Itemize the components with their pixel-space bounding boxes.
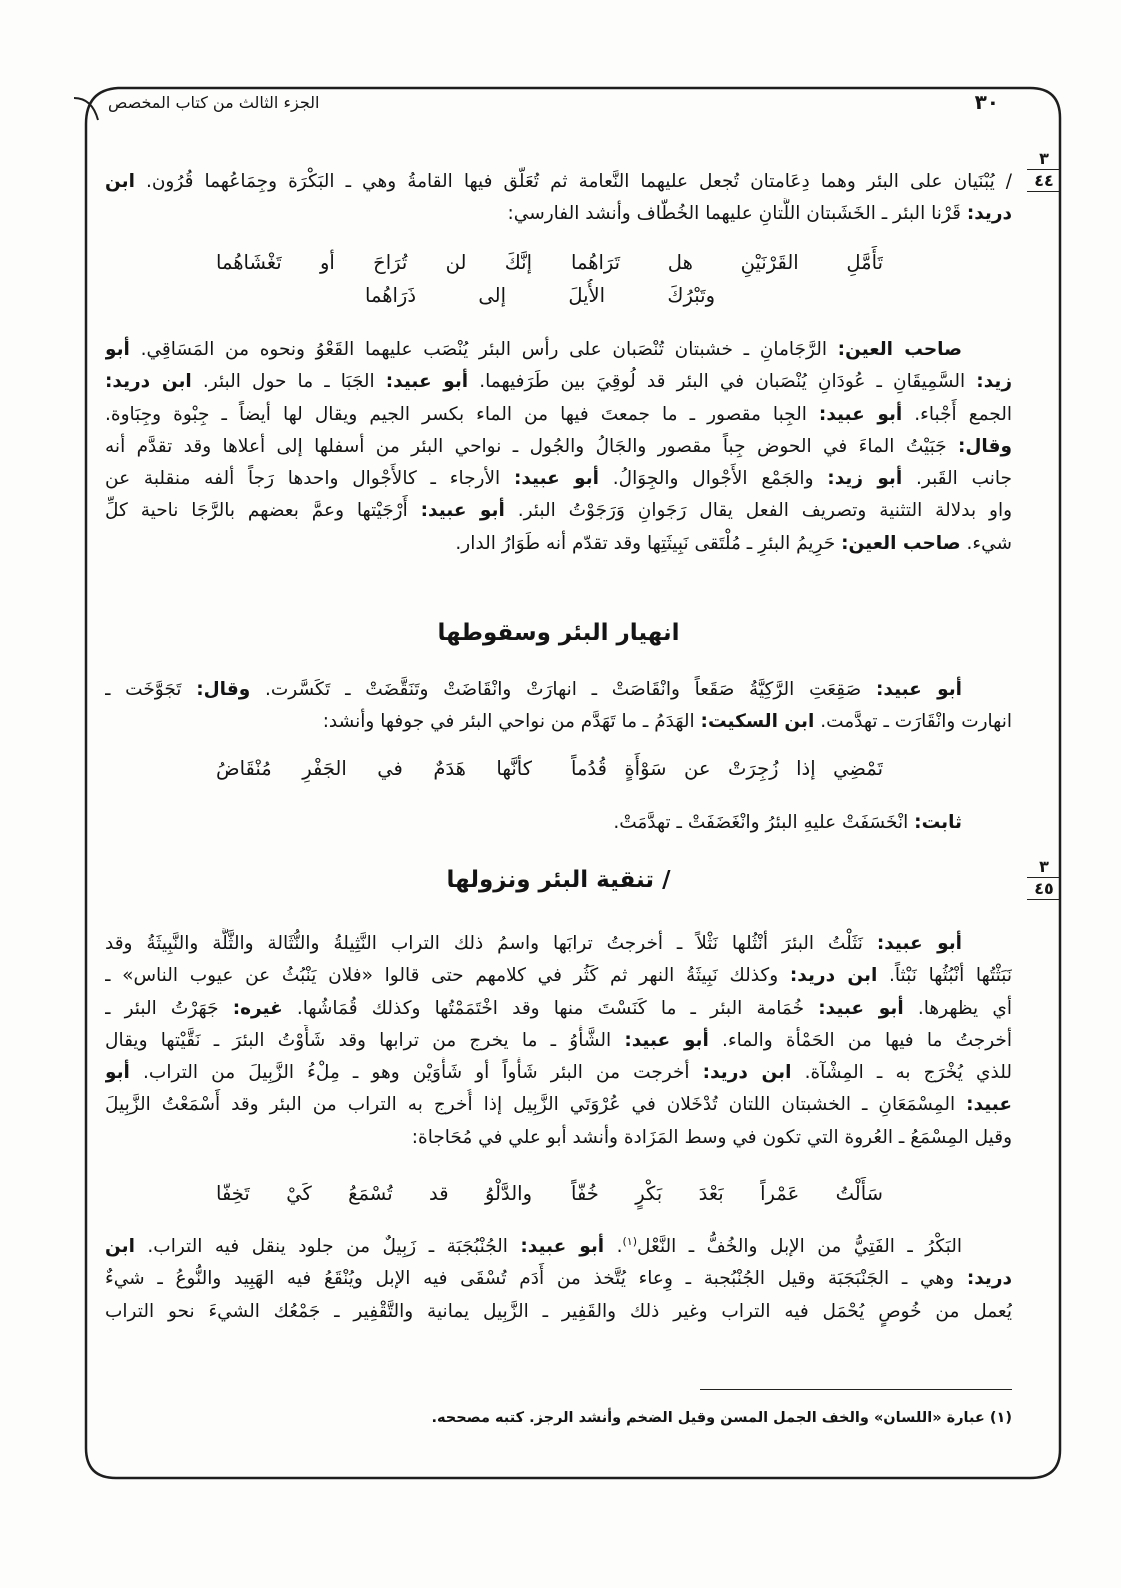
verse-second-hemistich: كأنَّها هَدَمٌ في الجَفْرِ مُنْقَاضُ: [216, 757, 532, 780]
text-run: أخرجتُ ما فيها من الحَمْأة والماء.: [708, 1029, 1012, 1051]
text-line: [105, 674, 1012, 706]
bold-run: أبو عبيد:: [818, 997, 904, 1019]
text-run: والخف الجمل المسن وقيل الضخم وأنشد الرجز. كتبه مصححه.: [431, 1410, 874, 1426]
text-line: [105, 399, 1012, 431]
bold-run: أبو عبيد:: [876, 933, 962, 954]
text-line: [105, 1057, 1012, 1089]
text-run: السَّمِيقَانِ ـ عُودَانِ يُنْصَبان في البئر قد لُوقِيَ بين طَرَفيهما.: [468, 371, 977, 393]
text-run: تَجَوَّخَت ـ: [105, 679, 197, 700]
text-line: [105, 960, 1012, 992]
text-run: انهارت وانْقَارَت ـ تهدَّمت.: [814, 711, 1012, 733]
text-run: الجُنْبُجَبَة ـ زَبِيلٌ من جلود ينقل فيه التراب.: [134, 1236, 521, 1257]
text-run: / يُبْنَيان على البئر وهما دِعَامتان تُجعل عليهما النَّعامة ثم تُعَلّق فيها القامةُ وهي ـ البَكْرَة وجِمَاعُهما قُرُون.: [134, 171, 1012, 192]
bold-run: أبو عبيد:: [513, 468, 600, 490]
bold-run: «اللسان»: [873, 1410, 942, 1426]
text-run: .: [604, 1236, 623, 1257]
text-line: [105, 1122, 1012, 1154]
text-run: نَبَثْتُها أنْبُثُها نَبْثاً.: [877, 965, 1012, 987]
text-line: [105, 1025, 1012, 1057]
text-run: وكذلك نَبِيثَةُ النهر ثم كَثُر في كلامهم حتى قالوا «فلان يَنْبُثُ عن عيوب الناس» ـ: [105, 965, 790, 987]
bold-run: أبو زيد:: [827, 468, 903, 490]
text-run: الجِبا مقصور ـ ما جمعتَ فيها من الماء بكسر الجيم ويقال لها أيضاً ـ جِبْوة وجِبَاوة.: [105, 403, 819, 425]
text-run: خُمَامة البئر ـ ما كَنَسْتَ منها وقد اخْتَمَمْتُها وكذلك قُمَاشُها.: [282, 997, 819, 1019]
text-line: [105, 166, 1012, 198]
bold-run: ابن دريد:: [789, 965, 878, 987]
verse-first-hemistich: سَأَلْتُ عَمْراً بَعْدَ بَكْرٍ خُفّاً: [571, 1182, 883, 1205]
verse-single-line: وتَبْرُكَ الأُيلَ إلى ذَرَاهُما: [365, 284, 715, 307]
text-run: الجمع أَجْباء.: [902, 403, 1012, 425]
margin-volume-number: ٣: [1039, 149, 1049, 168]
bold-run: أبو عبيد:: [875, 679, 963, 700]
text-line: [105, 198, 1012, 230]
footnote: [105, 1405, 1012, 1431]
text-line: [105, 1231, 1012, 1263]
verse-second-hemistich: والدَّلْوُ قد تُسْمَعُ كَيْ تَخِفّا: [216, 1182, 532, 1205]
bold-run: أبو عبيد:: [420, 500, 505, 522]
bold-run: ثابت:: [914, 812, 962, 833]
text-run: الهَدَمُ ـ ما تَهَدَّم من نواحي البئر في جوفها وأنشد:: [322, 711, 701, 733]
footnote-marker: (١): [622, 1234, 638, 1248]
text-run: المِسْمَعَانِ ـ الخشبتان اللتان تُدْخَلان في عُرْوَتَي الزَّبِيل إذا أُخرج به التراب من البئر وقد أَسْمَعْتُ الزَّبِيلَ: [105, 1094, 967, 1116]
text-line: [105, 1296, 1012, 1328]
margin-page-marker: [1027, 148, 1061, 192]
text-line: [105, 928, 1012, 960]
text-line: [105, 495, 1012, 527]
paragraph: [105, 807, 1012, 839]
text-run: يُعمل من خُوصٍ يُحْمَل فيه التراب وغير ذلك والقَفِير ـ الزَّبِيل يمانية والتَّقْفِير ـ جَمْعُك الشيءَ نحو التراب: [105, 1300, 1012, 1322]
bold-run: دريد:: [966, 203, 1012, 225]
paragraph: [105, 166, 1012, 231]
text-run: الشَّأْوُ ـ ما يخرج من ترابها وقد شَأَوْتُ البئرَ ـ نَقَّيْتها ويقال: [105, 1029, 625, 1051]
text-line: [105, 431, 1012, 463]
text-run: الأرجاء ـ كالأَجْوال واحدها رَجاً ألفه منقلبة عن: [105, 468, 514, 490]
text-run: واو بدلالة التثنية وتصريف الفعل يقال رَجَوانِ وَرَجَوْتُ البئر.: [504, 500, 1012, 522]
verse-line: [0, 279, 1121, 312]
text-run: أَرْجَيْتها وعمَّ بعضهم بالرَّجَا ناحية كلِّ: [105, 500, 421, 522]
verse-line: [0, 752, 1121, 785]
bold-run: دريد:: [966, 1268, 1012, 1290]
verse-line: [0, 246, 1121, 279]
bold-run: وقال:: [196, 679, 251, 700]
bold-run: ابن: [105, 171, 135, 192]
section-heading: انهيار البئر وسقوطها: [437, 620, 680, 646]
text-line: [105, 993, 1012, 1025]
bold-run: أبو: [105, 339, 130, 360]
paragraph: [105, 1231, 1012, 1328]
margin-volume-number: ٣: [1039, 857, 1049, 876]
text-run: جَهَرْتُ البئر ـ: [105, 997, 233, 1019]
paragraph: [105, 674, 1012, 739]
verse-line: [0, 1177, 1121, 1210]
margin-page-number: ٤٤: [1027, 169, 1061, 192]
text-line: [105, 1263, 1012, 1295]
text-run: انْخَسَفَتْ عليهِ البئرُ وانْغَضَفَتْ ـ تهدَّمَتْ.: [613, 812, 915, 833]
text-run: حَرِيمُ البئرِ ـ مُلْتَقى نَبِيثَتِها وقد تقدّم أنه طَوَارُ الدار.: [455, 532, 842, 554]
margin-page-marker: [1027, 856, 1061, 900]
bold-run: صاحب العين:: [841, 532, 961, 554]
text-line: [105, 463, 1012, 495]
bold-run: صاحب العين:: [837, 339, 962, 360]
bold-run: عبيد:: [966, 1094, 1012, 1116]
verse-first-hemistich: تَمْضِي إذا زُجِرَتْ عن سَوْأَةٍ قُدُماً: [571, 757, 883, 780]
verse-second-hemistich: إنَّكَ لن تُرَاحَ أو تَغْشَاهُما: [216, 251, 532, 274]
text-line: [105, 334, 1012, 366]
paragraph: [105, 928, 1012, 1154]
text-run: جَبَيْتُ الماءَ في الحوض جِباً مقصور والجَالُ والجُول ـ نواحي البئر من أسفلها إلى أعلاها وقد تقدَّم أنه: [105, 435, 958, 457]
bold-run: زيد:: [976, 371, 1012, 393]
section-heading: / تنقية البئر ونزولها: [446, 867, 671, 893]
text-run: جانب القَبر.: [902, 468, 1012, 490]
bold-run: ابن دريد:: [702, 1062, 792, 1084]
text-run: (١) عبارة: [941, 1410, 1012, 1426]
text-run: وهي ـ الجَنْبَجَبَة وقيل الجُنْبُجبة ـ وِعاء يُتَّخذ من أَدَم تُسْقَى فيه الإبل ويُنْقَعُ فيه الهَبِيد والنُّوعُ ـ شيءٌ: [105, 1268, 967, 1290]
text-line: [105, 528, 1012, 560]
text-run: نَثَلْتُ البئرَ أنْثُلها نَثْلاً ـ أخرجتُ ترابَها واسمُ ذلك التراب النَّثِيلةُ والنُّثَالة والثَّلَّة والنَّبِيثَةُ وقد: [105, 933, 877, 954]
running-head-title: الجزء الثالث من كتاب المخصص: [108, 93, 320, 112]
bold-run: أبو: [105, 1062, 130, 1084]
text-run: أي يظهرها.: [903, 997, 1012, 1019]
text-run: للذي يُخْرَج به ـ المِشْآة.: [791, 1062, 1012, 1084]
text-run: والجَمْع الأَجْوال والجِوَالُ.: [599, 468, 828, 490]
footnote-separator: [700, 1389, 1012, 1390]
margin-page-number: ٤٥: [1027, 877, 1061, 900]
text-run: البَكْرُ ـ الفَتِيُّ من الإبل والخُفُّ ـ النَّعْل: [637, 1236, 962, 1257]
bold-run: أبو عبيد:: [818, 403, 903, 425]
bold-run: ابن دريد:: [105, 371, 192, 393]
bold-run: أبو عبيد:: [520, 1236, 605, 1257]
paragraph: [105, 334, 1012, 560]
text-line: [105, 706, 1012, 738]
bold-run: وقال:: [957, 435, 1012, 457]
bold-run: ابن: [105, 1236, 135, 1257]
text-run: شيء.: [960, 532, 1012, 554]
verse-first-hemistich: تَأَمَّلِ القَرْنَيْنِ هل تَرَاهُما: [571, 251, 883, 274]
text-line: [105, 807, 1012, 839]
text-run: الجَبَا ـ ما حول البئر.: [191, 371, 386, 393]
text-line: [105, 1089, 1012, 1121]
text-run: الرَّجَامانِ ـ خشبتان تُنْصَبان على رأس البئر يُنْصَب عليهما القَعْوُ ونحوه من المَسَاقِي.: [129, 339, 838, 360]
text-line: [105, 1405, 1012, 1431]
bold-run: أبو عبيد:: [624, 1029, 709, 1051]
page-number: ٣٠: [974, 90, 999, 114]
text-run: أخرجت من البئر شَأْواً أو شَأْوَيْن وهو ـ مِلْءُ الزَّبِيلَ من التراب.: [129, 1062, 703, 1084]
text-run: صَقِعَتِ الرَّكِيَّةُ صَقَعاً وانْقَاصَتْ ـ انهارَتْ وانْقَاضَتْ وتَنَقَّضَتْ ـ تَكَسَّرت.: [250, 679, 876, 700]
bold-run: أبو عبيد:: [385, 371, 469, 393]
bold-run: ابن السكيت:: [700, 711, 815, 733]
bold-run: غيره:: [232, 997, 283, 1019]
text-run: قَرْنا البئر ـ الخَشَبتان اللَّتانِ عليهما الخُطّاف وأنشد الفارسي:: [507, 203, 967, 225]
text-line: [105, 366, 1012, 398]
text-run: وقيل المِسْمَعُ ـ العُروة التي تكون في وسط المَزَادة وأنشد أبو علي في مُحَاجاة:: [411, 1126, 1012, 1148]
